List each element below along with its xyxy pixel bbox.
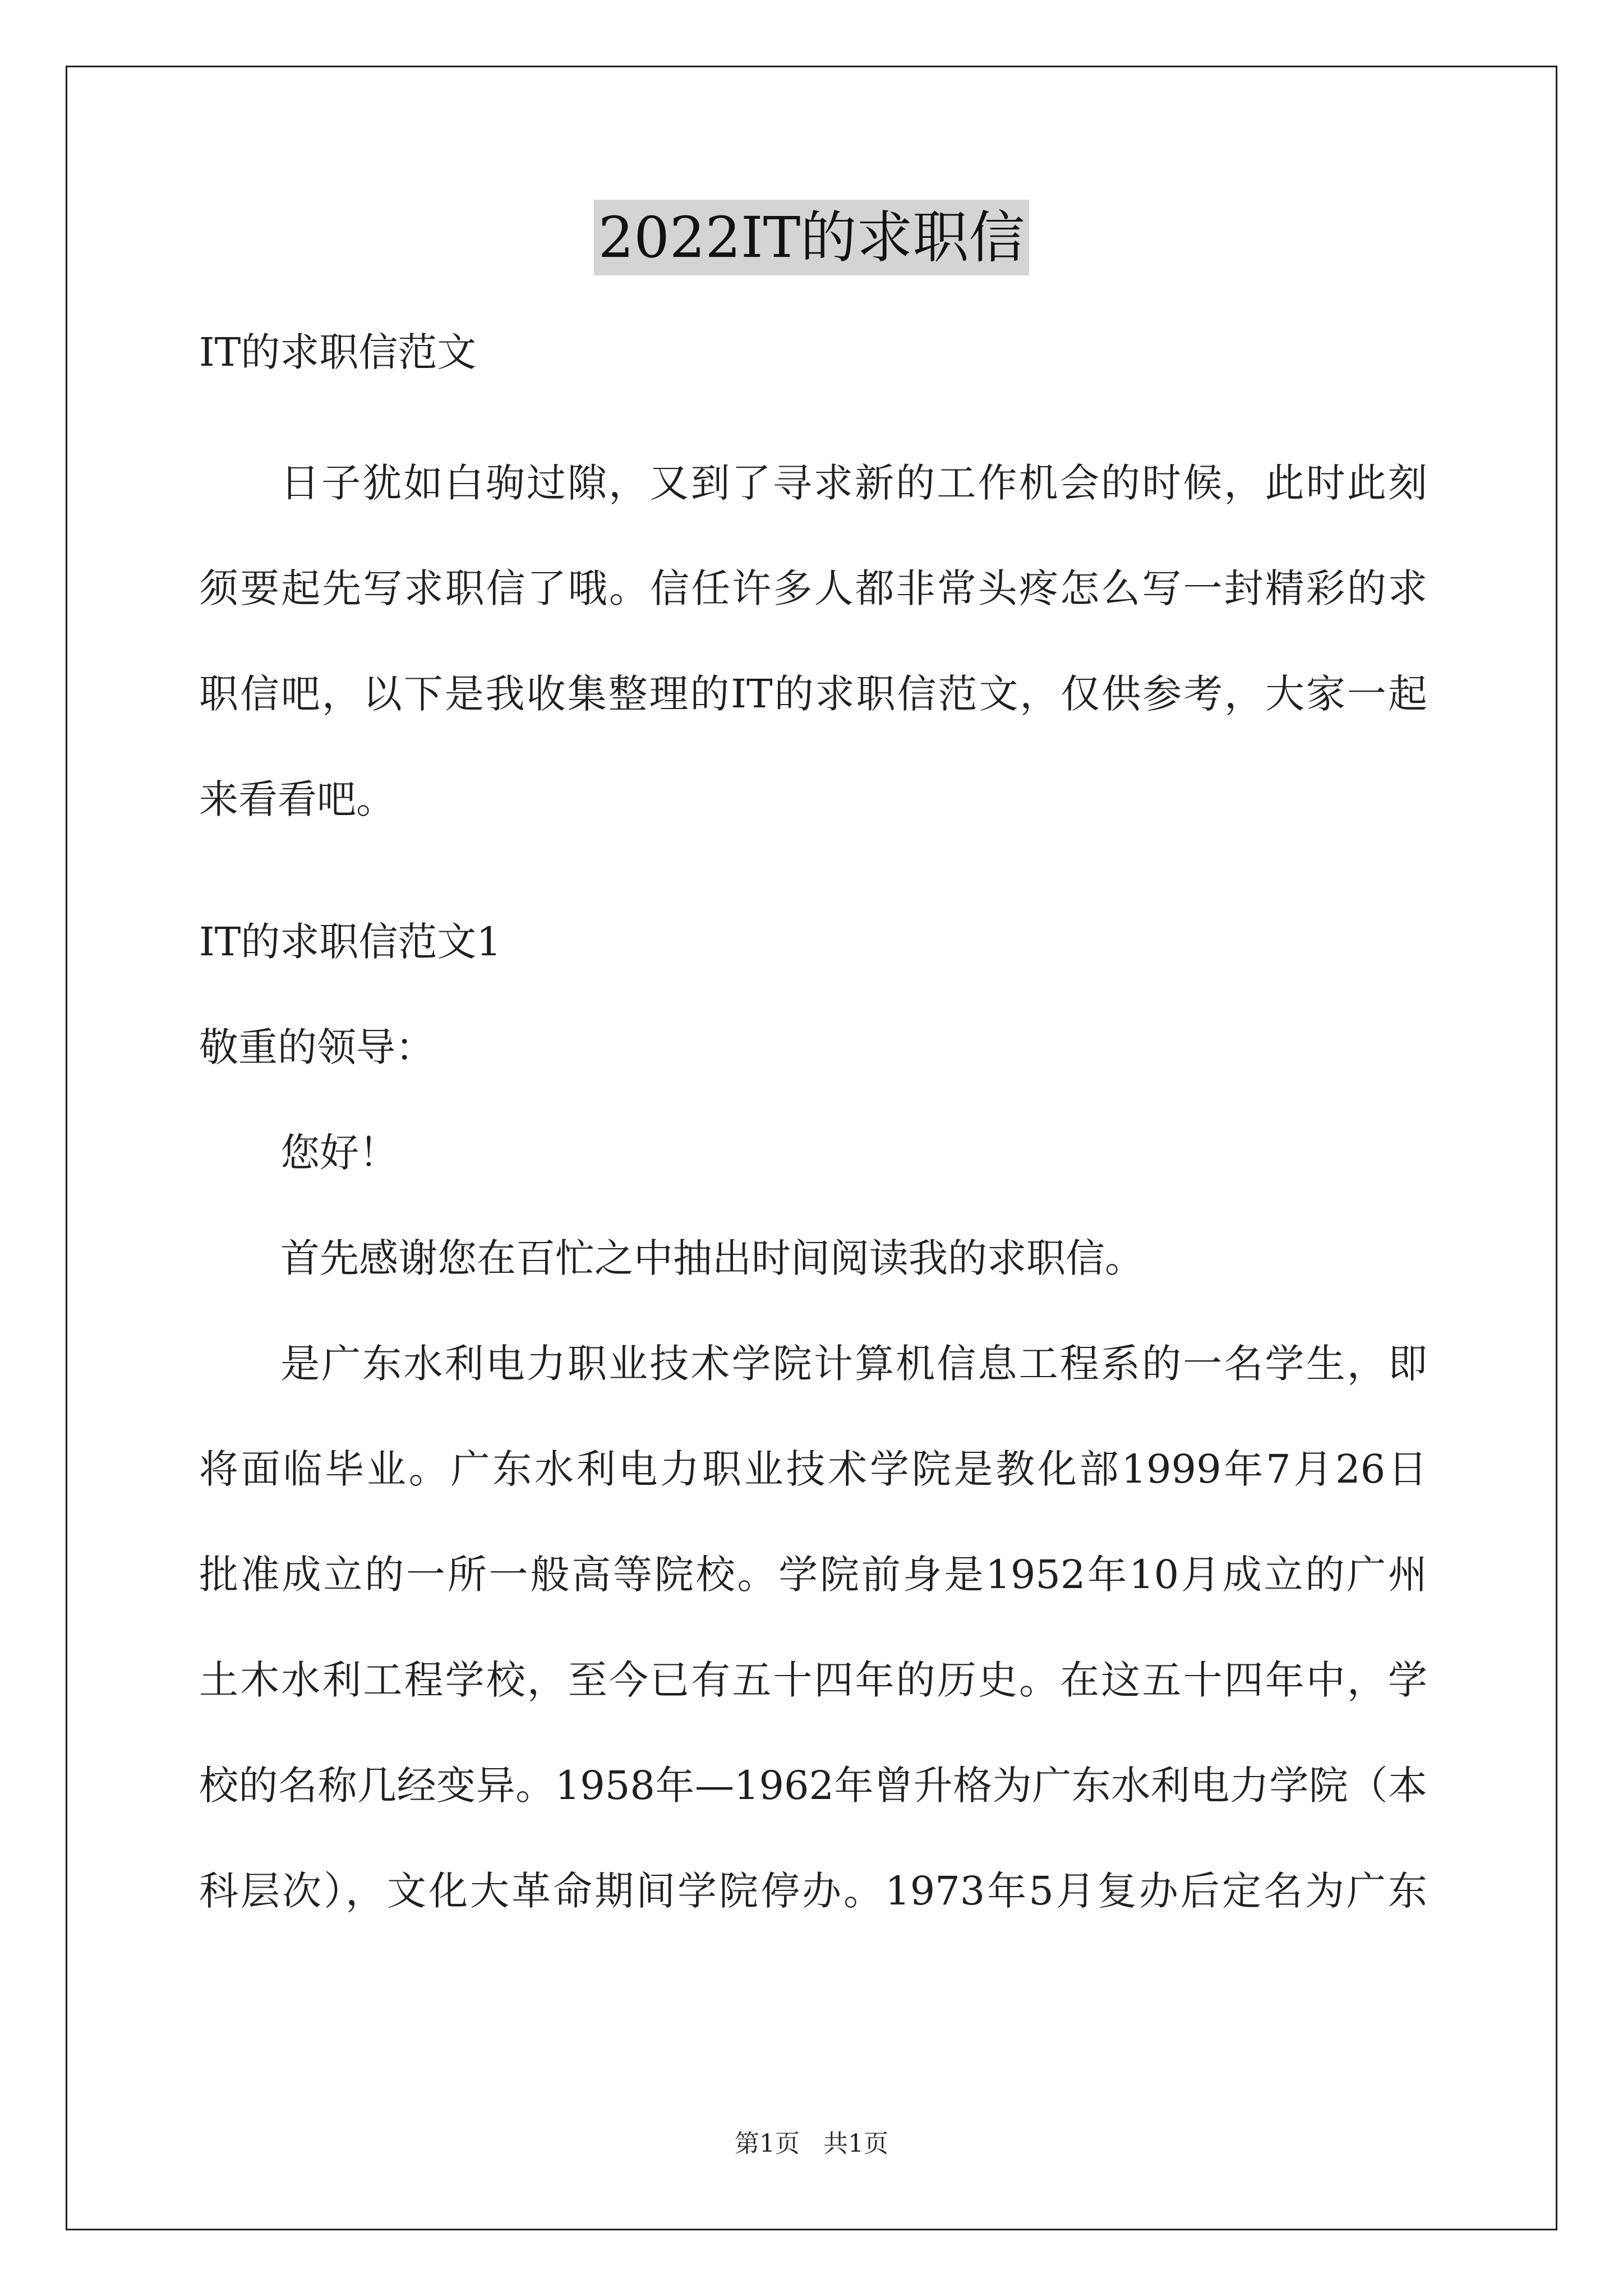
page-number: 第1页 <box>735 2129 800 2158</box>
intro-line-2: 须要起先写求职信了哦。信任许多人都非常头疼怎么写一封精彩的求 <box>199 565 1427 611</box>
intro-line-4: 来看看吧。 <box>199 776 395 822</box>
document-title: 2022IT的求职信 <box>594 200 1030 275</box>
para2-line-3: 批准成立的一所一般高等院校。学院前身是1952年10月成立的广州 <box>199 1552 1427 1598</box>
page-total: 共1页 <box>823 2129 888 2158</box>
para2-line-5: 校的名称几经变异。1958年—1962年曾升格为广东水利电力学院（本 <box>199 1763 1427 1809</box>
intro-line-3: 职信吧，以下是我收集整理的IT的求职信范文，仅供参考，大家一起 <box>199 671 1427 717</box>
salutation: 敬重的领导： <box>199 1024 435 1070</box>
para2-line-1: 是广东水利电力职业技术学院计算机信息工程系的一名学生，即 <box>280 1341 1427 1387</box>
page-footer <box>0 2127 1623 2161</box>
greeting: 您好！ <box>280 1130 398 1176</box>
para2-line-2: 将面临毕业。广东水利电力职业技术学院是教化部1999年7月26日 <box>199 1446 1427 1492</box>
intro-line-1: 日子犹如白驹过隙，又到了寻求新的工作机会的时候，此时此刻 <box>280 460 1427 506</box>
section-heading: IT的求职信范文1 <box>199 919 501 965</box>
subtitle: IT的求职信范文 <box>199 329 477 375</box>
title-container <box>0 200 1623 275</box>
paragraph-2 <box>199 1311 1427 1944</box>
para2-line-4: 土木水利工程学校，至今已有五十四年的历史。在这五十四年中，学 <box>199 1657 1427 1703</box>
paragraph-1: 首先感谢您在百忙之中抽出时间阅读我的求职信。 <box>280 1235 1144 1281</box>
para2-line-6: 科层次），文化大革命期间学院停办。1973年5月复办后定名为广东 <box>199 1868 1427 1914</box>
document-body <box>199 325 1427 1944</box>
intro-paragraph <box>199 430 1427 852</box>
